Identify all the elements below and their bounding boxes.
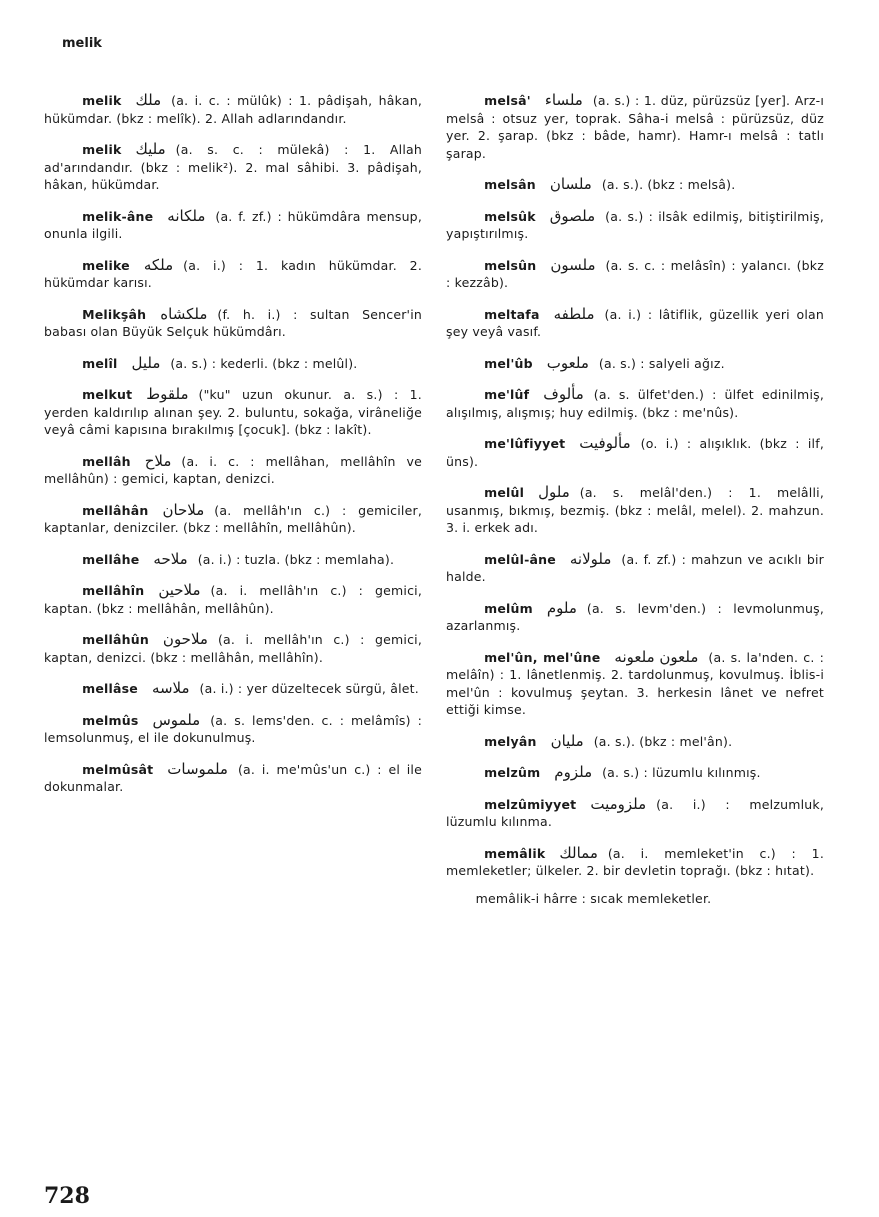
dictionary-entry xyxy=(446,796,824,831)
entry-arabic-script: ملك xyxy=(135,91,162,109)
entry-definition: (f. h. i.) : sultan Sencer'in babası olan Büyük Selçuk hükümdârı. xyxy=(44,306,422,339)
entry-headword: melmûsât xyxy=(82,761,154,777)
entry-arabic-script: ملموسات xyxy=(167,759,228,778)
dictionary-entry xyxy=(44,208,422,243)
entry-headword: melsûn xyxy=(484,257,537,273)
dictionary-entry xyxy=(44,582,422,617)
entry-arabic-script: ملزوميت xyxy=(590,794,647,813)
entry-definition: (a. s. levm'den.) : levmolunmuş, azarlanmış. xyxy=(446,600,824,633)
entry-arabic-script: ملاحان xyxy=(162,500,205,519)
dictionary-entry xyxy=(446,649,824,719)
entry-arabic-script: ملعون ملعونه xyxy=(614,647,699,666)
running-head: melik xyxy=(62,36,102,51)
dictionary-entry xyxy=(446,551,824,586)
entry-definition: ("ku" uzun okunur. a. s.) : 1. yerden kaldırılıp alınan şey. 2. buluntu, sokağa, virâneliğe veyâ câmi kapısına bırakılmış [çocuk]. (bkz : lakît). xyxy=(44,387,422,437)
entry-headword: melyân xyxy=(484,733,537,749)
entry-definition: (a. i.) : 1. kadın hükümdar. 2. hükümdar karısı. xyxy=(44,257,422,290)
entry-headword: melsân xyxy=(484,177,536,192)
entry-arabic-script: ملساء xyxy=(544,91,583,109)
entry-arabic-script: ملاحون xyxy=(162,630,208,648)
page-number: 728 xyxy=(44,1183,90,1209)
entry-arabic-script: مليل xyxy=(131,353,161,372)
entry-arabic-script: مألوف xyxy=(543,385,584,403)
entry-headword: me'lûfiyyet xyxy=(484,436,566,451)
entry-headword: mellâse xyxy=(82,681,138,696)
dictionary-entry xyxy=(446,600,824,635)
dictionary-entry xyxy=(44,306,422,341)
entry-headword: mellâhe xyxy=(82,551,140,567)
entry-headword: melsûk xyxy=(484,208,536,224)
entry-arabic-script: ملسون xyxy=(550,255,596,274)
entry-definition: (a. mellâh'ın c.) : gemiciler, kaptanlar, denizciler. (bkz : mellâhîn, mellâhûn). xyxy=(44,502,422,535)
entry-headword: melmûs xyxy=(82,712,139,728)
entry-definition: (a. i.) : yer düzeltecek sürgü, âlet. xyxy=(199,681,419,696)
dictionary-entry xyxy=(446,890,824,908)
dictionary-entry xyxy=(44,761,422,796)
dictionary-entry xyxy=(44,502,422,537)
entry-definition: (a. f. zf.) : mahzun ve acıklı bir halde. xyxy=(446,551,824,584)
entry-arabic-script: ملكشاه xyxy=(160,304,208,323)
entry-definition: (a. s.) : 1. düz, pürüzsüz [yer]. Arz-ı melsâ : otsuz yer, toprak. Sâha-i melsâ : pürüzsüz, düz yer. 2. şarap. (bkz : bâde, hamr). Hamr-ı melsâ : tatlı şarap. xyxy=(446,93,824,161)
dictionary-entry xyxy=(446,386,824,421)
entry-definition: (a. s. lems'den. c. : melâmîs) : lemsolunmuş, el ile dokunulmuş. xyxy=(44,712,422,745)
entry-arabic-script: ملولانه xyxy=(569,549,612,568)
entry-definition: (a. s. melâl'den.) : 1. melâlli, usanmış, bıkmış, bezmiş. (bkz : melâl, melel). 2. mahzun. 3. i. erkek adı. xyxy=(446,485,824,535)
dictionary-entry xyxy=(446,257,824,292)
entry-headword: melkut xyxy=(82,387,133,402)
entry-definition: (a. s.) : kederli. (bkz : melûl). xyxy=(170,355,358,371)
entry-definition: (a. i.) : lâtiflik, güzellik yeri olan şey veyâ vasıf. xyxy=(446,306,824,339)
entry-headword: melik-âne xyxy=(82,208,154,224)
dictionary-entry xyxy=(44,680,422,698)
entry-headword: mel'ûb xyxy=(484,355,533,371)
dictionary-entry xyxy=(446,484,824,537)
entry-headword: melik xyxy=(82,93,122,108)
entry-headword: meltafa xyxy=(484,306,540,322)
entry-arabic-script: ملوم xyxy=(546,598,577,617)
entry-headword: Melikşâh xyxy=(82,306,147,322)
dictionary-entry xyxy=(446,92,824,162)
entry-arabic-script: ملاسه xyxy=(151,679,190,697)
entry-definition: (a. s. c. : melâsîn) : yalancı. (bkz : kezzâb). xyxy=(446,257,824,290)
entry-headword: mellâhân xyxy=(82,502,149,518)
entry-definition: (a. s.). (bkz : melsâ). xyxy=(601,177,736,192)
entry-arabic-script: ملكه xyxy=(143,255,174,274)
entry-headword: melûl-âne xyxy=(484,551,556,567)
dictionary-entry xyxy=(446,845,824,880)
entry-arabic-script: ملكانه xyxy=(167,206,206,225)
entry-headword: melzûm xyxy=(484,765,541,780)
entry-arabic-script: ملزوم xyxy=(554,763,593,781)
dictionary-entry xyxy=(44,386,422,439)
entry-definition: (a. s. c. : mülekâ) : 1. Allah ad'arındandır. (bkz : melik²). 2. mal sâhibi. 3. pâdişah, hâkan, hükümdar. xyxy=(44,142,422,192)
entry-definition: (a. s.) : lüzumlu kılınmış. xyxy=(602,765,761,780)
entry-definition: (a. i. mellâh'ın c.) : gemici, kaptan. (bkz : mellâhân, mellâhûn). xyxy=(44,583,422,616)
entry-arabic-script: مليك xyxy=(135,140,166,158)
entry-definition: (a. i.) : melzumluk, lüzumlu kılınma. xyxy=(446,796,824,829)
entry-headword: melsâ' xyxy=(484,93,531,108)
dictionary-entry xyxy=(446,764,824,782)
entry-definition: (a. i. me'mûs'un c.) : el ile dokunmalar. xyxy=(44,761,422,794)
entry-headword: mel'ûn, mel'ûne xyxy=(484,649,601,665)
entry-definition: (a. s.) : ilsâk edilmiş, bitiştirilmiş, yapıştırılmış. xyxy=(446,208,824,241)
entry-definition: (a. i.) : tuzla. (bkz : memlaha). xyxy=(197,551,395,567)
dictionary-entry xyxy=(44,453,422,488)
entry-arabic-script: مليان xyxy=(550,731,584,750)
right-column xyxy=(446,92,824,907)
entry-arabic-script: ممالك xyxy=(559,843,598,862)
entry-arabic-script: ملموس xyxy=(152,710,201,729)
entry-definition: (a. i. c. : mülûk) : 1. pâdişah, hâkan, hükümdar. (bkz : melîk). 2. Allah adlarındandır. xyxy=(44,93,422,126)
entry-definition: (a. s. la'nden. c. : melâîn) : 1. lânetlenmiş. 2. tardolunmuş, kovulmuş. İblis-i mel'ûn : kovulmuş şeytan. 3. herkesin lânet ve nefret ettiği kimse. xyxy=(446,649,824,717)
dictionary-entry xyxy=(44,551,422,569)
dictionary-entry xyxy=(446,435,824,470)
entry-definition: (o. i.) : alışıklık. (bkz : ilf, üns). xyxy=(446,436,824,469)
dictionary-entry xyxy=(446,355,824,373)
dictionary-entry xyxy=(446,208,824,243)
entry-definition: (a. s.). (bkz : mel'ân). xyxy=(593,733,733,749)
entry-arabic-script: ملعوب xyxy=(546,353,589,372)
entry-definition: (a. s. ülfet'den.) : ülfet edinilmiş, alışılmış, alışmış; huy edilmiş. (bkz : me'nûs). xyxy=(446,387,824,420)
entry-headword: melûm xyxy=(484,600,533,616)
entry-definition: (a. s.) : salyeli ağız. xyxy=(598,355,725,371)
dictionary-entry xyxy=(44,712,422,747)
entry-definition: (a. f. zf.) : hükümdâra mensup, onunla ilgili. xyxy=(44,208,422,241)
entry-headword: melike xyxy=(82,257,130,273)
entry-arabic-script: مألوفيت xyxy=(579,434,631,452)
dictionary-entry xyxy=(44,92,422,127)
entry-arabic-script: ملطفه xyxy=(553,304,595,323)
left-column xyxy=(44,92,422,796)
entry-headword: melzûmiyyet xyxy=(484,796,577,812)
entry-arabic-script: ملقوط xyxy=(146,385,189,403)
entry-definition: memâlik-i hârre : sıcak memleketler. xyxy=(475,890,712,906)
entry-definition: (a. i. c. : mellâhan, mellâhîn ve mellâhûn) : gemici, kaptan, denizci. xyxy=(44,453,422,486)
dictionary-entry xyxy=(446,733,824,751)
dictionary-entry xyxy=(446,306,824,341)
entry-arabic-script: ملول xyxy=(538,483,570,501)
entry-arabic-script: ملصوق xyxy=(549,206,596,225)
dictionary-entry xyxy=(44,355,422,373)
entry-arabic-script: ملاحه xyxy=(153,549,188,568)
entry-definition: (a. i. mellâh'ın c.) : gemici, kaptan, denizci. (bkz : mellâhân, mellâhîn). xyxy=(44,632,422,665)
entry-definition: (a. i. memleket'in c.) : 1. memleketler; ülkeler. 2. bir devletin toprağı. (bkz : hıtat). xyxy=(446,845,824,878)
dictionary-entry xyxy=(44,257,422,292)
entry-headword: melik xyxy=(82,142,122,157)
entry-headword: mellâh xyxy=(82,453,131,469)
entry-arabic-script: ملسان xyxy=(549,175,592,193)
entry-arabic-script: ملاح xyxy=(144,451,172,470)
entry-headword: mellâhûn xyxy=(82,632,149,647)
entry-headword: memâlik xyxy=(484,845,546,861)
dictionary-entry xyxy=(446,176,824,194)
dictionary-entry xyxy=(44,141,422,194)
entry-headword: melûl xyxy=(484,485,525,500)
dictionary-entry xyxy=(44,631,422,666)
entry-headword: mellâhîn xyxy=(82,583,145,598)
entry-arabic-script: ملاحين xyxy=(158,581,201,599)
entry-headword: me'lûf xyxy=(484,387,530,402)
entry-headword: melîl xyxy=(82,355,118,371)
